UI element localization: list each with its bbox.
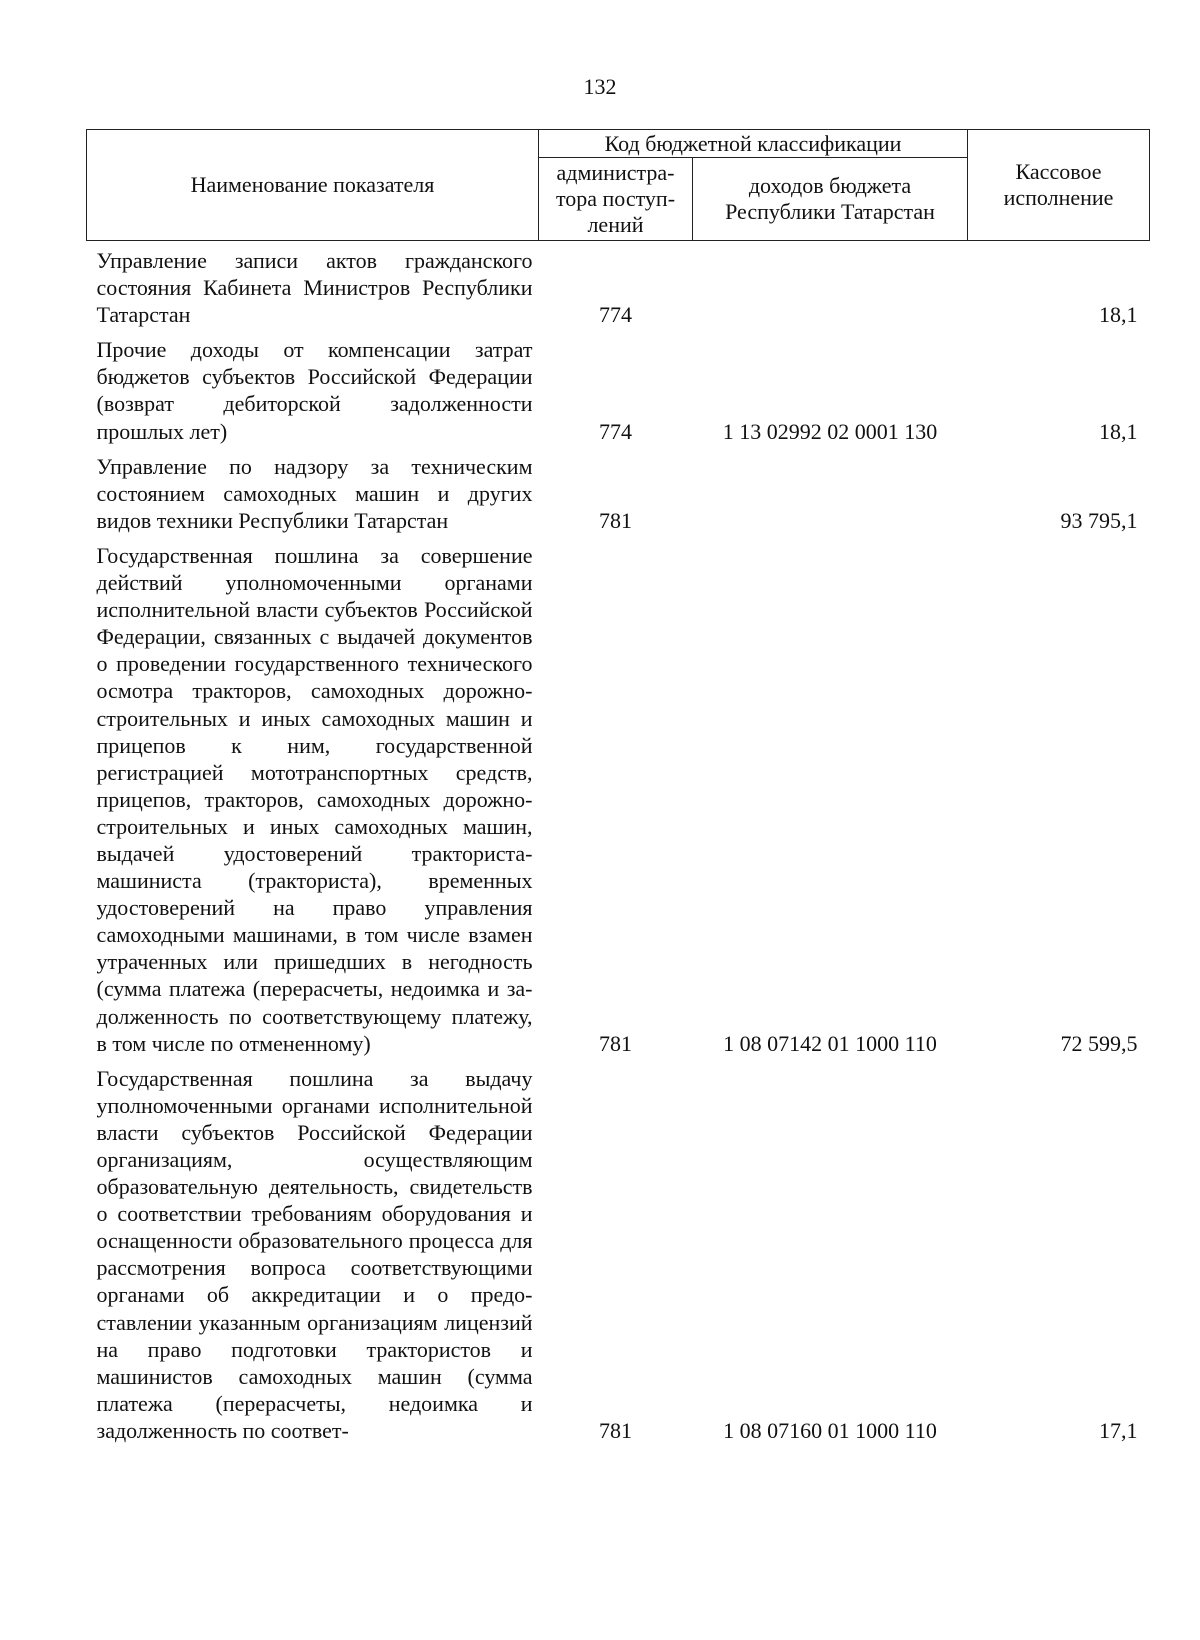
cell-name: Управление по надзору за техническим состоянием самоходных машин и других видов техники Республики Татарстан — [96, 453, 533, 533]
cell-income-code — [693, 447, 968, 536]
table-row — [87, 1059, 1150, 1446]
cell-income-code: 1 08 07142 01 1000 110 — [723, 1030, 937, 1056]
cell-execution: 72 599,5 — [1060, 1030, 1138, 1056]
cell-income-code: 1 08 07160 01 1000 110 — [723, 1417, 937, 1443]
cell-admin-code: 781 — [599, 1417, 632, 1443]
header-admin: администра-тора поступ-лений — [539, 158, 693, 241]
header-code-group: Код бюджетной классификации — [539, 130, 968, 158]
table-header — [87, 130, 1150, 241]
header-execution: Кассовое исполнение — [968, 130, 1150, 241]
cell-execution: 18,1 — [1099, 418, 1138, 444]
table-row — [87, 241, 1150, 331]
cell-name: Государственная пошлина за совершение действий уполномоченными органами исполнительной власти субъектов Российской Федерации, связанных с выдачей документов о проведении государственного технического осмотра тракторов, самоходных дорожно-строительных и иных самоходных машин и прицепов к ним, государственной регистрацией мототранспортных средств, прицепов, тракторов, самоходных дорожно-строительных и иных самоходных машин, выдачей удостоверений тракториста-машиниста (тракториста), временных удостоверений на право управления самоходными машинами, в том числе взамен утраченных или пришедших в негодность (сумма платежа (перерасчеты, недоимка и задолженность по соответствующему платежу, в том числе по отмененному) — [96, 542, 533, 1056]
budget-table — [86, 129, 1150, 1446]
page-number: 132 — [583, 74, 617, 99]
table-row — [87, 447, 1150, 536]
cell-name: Прочие доходы от компенсации затрат бюджетов субъектов Российской Федерации (возврат дебиторской задолженности прошлых лет) — [96, 337, 533, 444]
header-name: Наименование показателя — [87, 130, 539, 241]
table-body — [87, 241, 1150, 1447]
table-row — [87, 330, 1150, 446]
cell-income-code — [693, 241, 968, 331]
cell-execution: 18,1 — [1099, 302, 1138, 328]
cell-name: Управление записи актов гражданского состояния Кабинета Министров Республики Татарстан — [96, 248, 533, 328]
cell-admin-code: 774 — [599, 302, 632, 328]
cell-admin-code: 781 — [599, 1030, 632, 1056]
cell-income-code: 1 13 02992 02 0001 130 — [722, 418, 938, 444]
header-income: доходов бюджета Республики Татарстан — [693, 158, 968, 241]
cell-admin-code: 774 — [599, 418, 632, 444]
cell-execution: 93 795,1 — [1060, 507, 1138, 533]
table-row — [87, 536, 1150, 1059]
cell-execution: 17,1 — [1099, 1417, 1138, 1443]
cell-name: Государственная пошлина за выдачу уполномоченными органами исполнительной власти субъектов Российской Федерации организациям, осуществляющим образовательную деятельность, свидетельств о соответствии требованиям оборудования и оснащенности образовательного процесса для рассмотрения вопроса соответствующими органами об аккредитации и о предоставлении указанным организациям лицензий на право подготовки трактористов и машинистов самоходных машин (сумма платежа (перерасчеты, недоимка и задолженность по соответ- — [96, 1065, 533, 1443]
cell-admin-code: 781 — [599, 507, 632, 533]
